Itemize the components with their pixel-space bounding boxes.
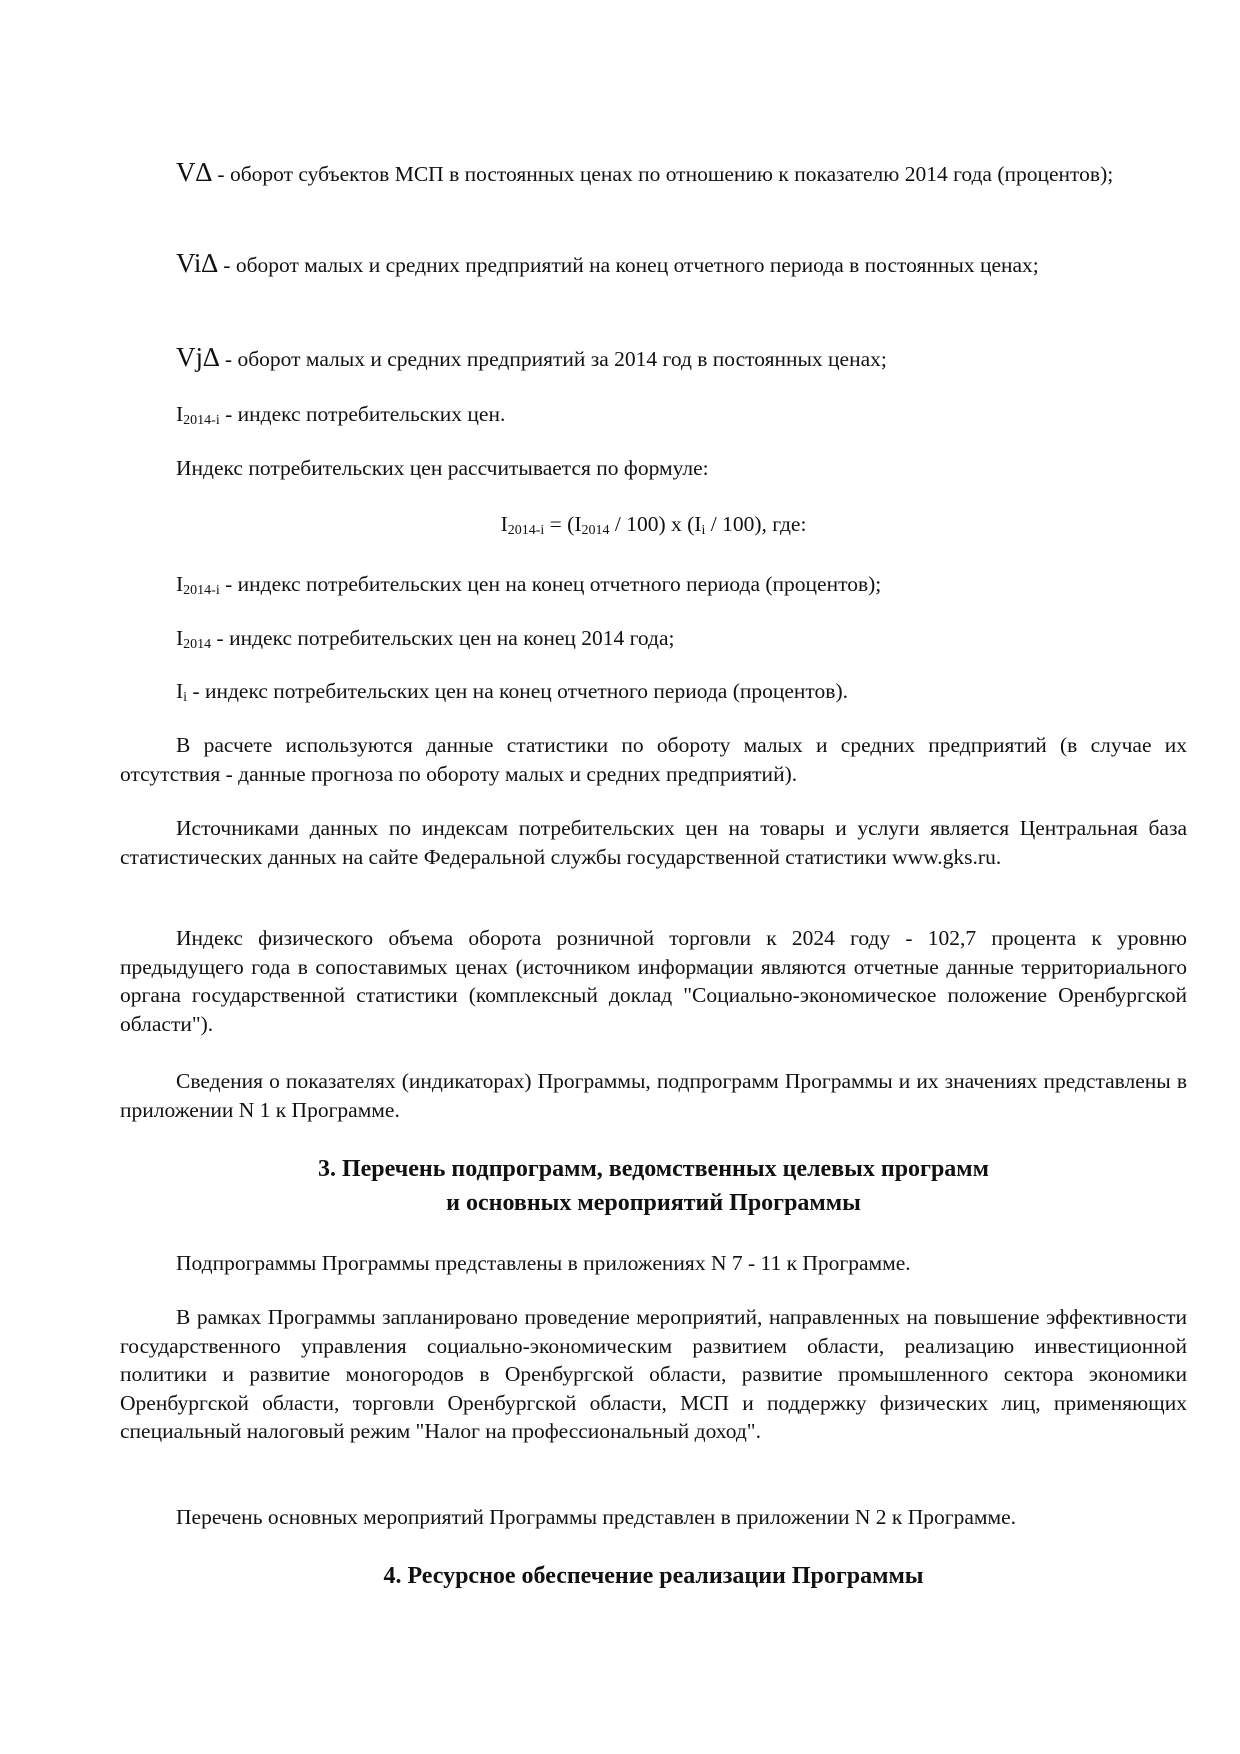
definition-vi-delta: Vi∆ - оборот малых и средних предприятий на конец отчетного периода в постоянных ценах; — [176, 248, 1039, 278]
symbol: Vi∆ — [176, 248, 218, 278]
formula: $I_{2014-i} = (I_{2014} / 100)$ x $(I_i / 100)$, где: — [500, 512, 807, 538]
paragraph: Подпрограммы Программы представлены в приложениях N 7 - 11 к Программе. — [176, 1251, 911, 1275]
paragraph: Источниками данных по индексам потребительских цен на товары и услуги является Центральная база статистических данных на сайте Федеральной службы государственной статистики www.gks.ru. — [120, 816, 1187, 869]
variable-def: $I_{2014-i}$ - индекс потребительских цен на конец отчетного периода (процентов); — [176, 572, 882, 598]
variable-def: $I_{2014}$ - индекс потребительских цен на конец 2014 года; — [176, 626, 675, 652]
symbol: V∆ — [176, 157, 213, 187]
paragraph: Индекс физического объема оборота розничной торговли к 2024 году - 102,7 процента к уровню предыдущего года в сопоставимых ценах (источником информации являются отчетные данные территориального органа государственной статистики (комплексный доклад "Социально-экономическое положение Оренбургской области"). — [120, 926, 1187, 1036]
definition-i2014i: $I_{2014-i}$ - индекс потребительских цен. — [176, 402, 506, 428]
section-4-heading: 4. Ресурсное обеспечение реализации Программы — [383, 1563, 924, 1589]
paragraph: Перечень основных мероприятий Программы представлен в приложении N 2 к Программе. — [176, 1505, 1017, 1529]
paragraph: В расчете используются данные статистики по обороту малых и средних предприятий (в случае их отсутствия - данные прогноза по обороту малых и средних предприятий). — [120, 733, 1187, 786]
section-3-heading: 3. Перечень подпрограмм, ведомственных целевых программ и основных мероприятий Программы — [317, 1156, 989, 1216]
paragraph: В рамках Программы запланировано проведение мероприятий, направленных на повышение эффективности государственного управления социально-экономическим развитием области, реализацию инвестиционной политики и развитие моногородов в Оренбургской области, развитие промышленного сектора экономики Оренбургской области, торговли Оренбургской области, МСП и поддержку физических лиц, применяющих специальный налоговый режим "Налог на профессиональный доход". — [120, 1305, 1187, 1443]
definition-vj-delta: Vj∆ - оборот малых и средних предприятий за 2014 год в постоянных ценах; — [176, 342, 887, 372]
paragraph: Сведения о показателях (индикаторах) Программы, подпрограмм Программы и их значениях представлены в приложении N 1 к Программе. — [120, 1069, 1187, 1122]
symbol: Vj∆ — [176, 342, 220, 372]
definition-v-delta: V∆ - оборот субъектов МСП в постоянных ценах по отношению к показателю 2014 года (процентов); — [176, 157, 1114, 187]
formula-intro: Индекс потребительских цен рассчитывается по формуле: — [176, 456, 709, 480]
variable-def: $I_i$ - индекс потребительских цен на конец отчетного периода (процентов). — [176, 679, 848, 705]
